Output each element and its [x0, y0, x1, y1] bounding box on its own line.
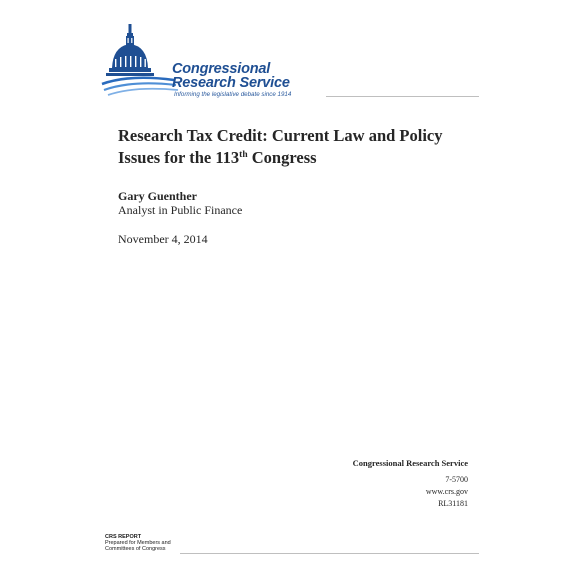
report-title-superscript: th — [239, 150, 248, 160]
logo-name — [172, 62, 290, 90]
info-website: www.crs.gov — [425, 487, 468, 496]
capitol-dome-icon — [100, 22, 180, 104]
report-title — [118, 125, 478, 169]
report-title-main: Research Tax Credit: Current Law and Policy Issues for the 113 — [118, 126, 443, 167]
author-name: Gary Guenther — [118, 189, 197, 203]
logo-name-line1: Congressional — [172, 61, 271, 77]
info-report-number: RL31181 — [438, 499, 468, 508]
info-organization: Congressional Research Service — [352, 458, 468, 468]
report-title-end: Congress — [247, 148, 317, 167]
logo-name-line2: Research Service — [172, 75, 290, 91]
author-role: Analyst in Public Finance — [118, 203, 243, 217]
publication-date: November 4, 2014 — [118, 232, 208, 246]
logo-divider — [326, 96, 479, 97]
crs-report-line3: Committees of Congress — [105, 546, 166, 553]
report-info-block — [353, 458, 468, 510]
crs-report-line2: Prepared for Members and — [105, 540, 171, 547]
info-phone: 7-5700 — [445, 475, 468, 484]
crs-report-header: CRS REPORT — [105, 534, 142, 540]
footer-divider — [180, 553, 479, 554]
crs-report-label — [105, 534, 171, 553]
logo-tagline: Informing the legislative debate since 1914 — [174, 91, 292, 98]
